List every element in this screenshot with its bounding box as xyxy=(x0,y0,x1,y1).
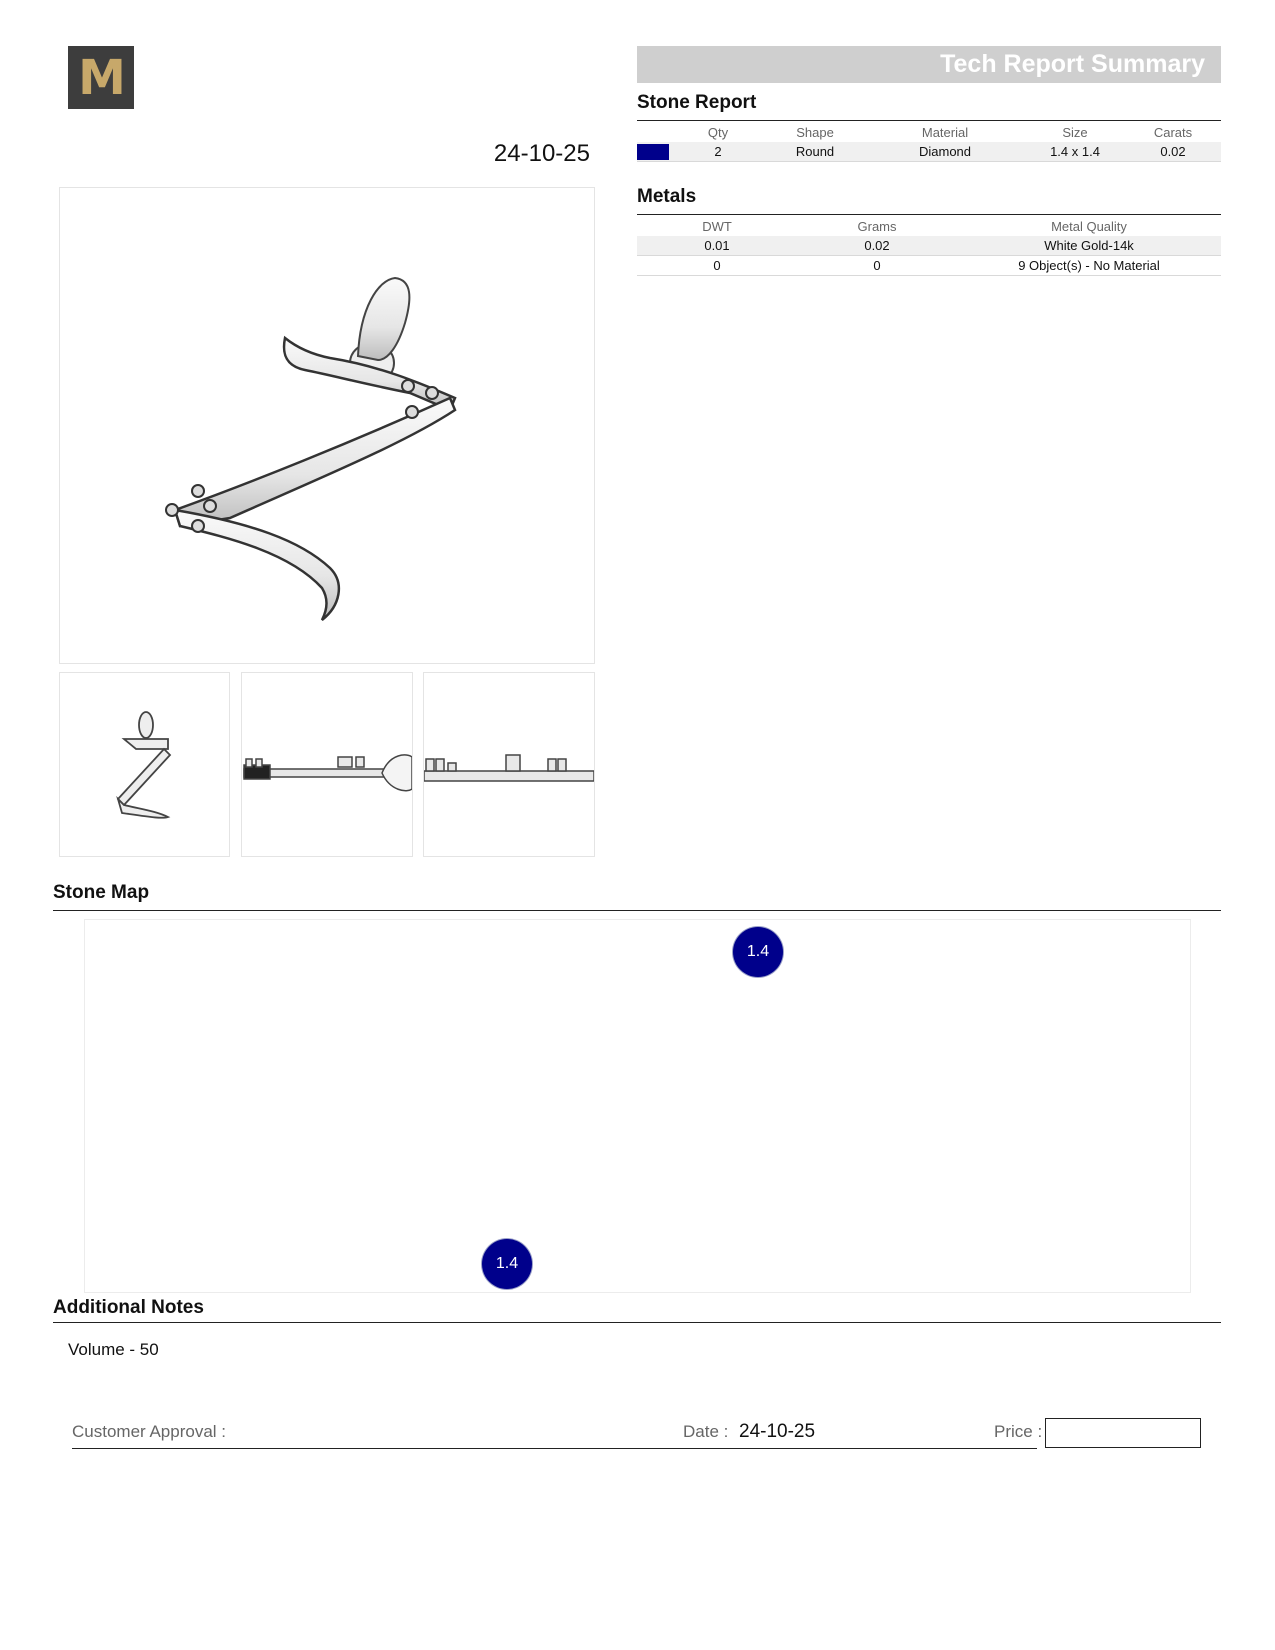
stone-marker: 1.4 xyxy=(482,1239,532,1289)
date-label: Date : xyxy=(683,1422,729,1441)
additional-notes-heading: Additional Notes xyxy=(53,1297,204,1318)
main-render-image xyxy=(59,187,595,664)
pendant-render xyxy=(60,188,594,663)
table-row: 0.01 0.02 White Gold-14k xyxy=(637,236,1221,256)
stone-color-swatch xyxy=(637,144,669,160)
price-label: Price : xyxy=(994,1422,1043,1441)
report-date: 24-10-25 xyxy=(493,140,590,167)
col-size: Size xyxy=(1062,124,1088,140)
notes-rule xyxy=(53,1322,1221,1323)
stone-marker: 1.4 xyxy=(733,927,783,977)
col-grams: Grams xyxy=(857,218,897,234)
metals-rule xyxy=(637,214,1221,215)
stone-report-rule xyxy=(637,120,1221,121)
stone-shape: Round xyxy=(765,142,865,162)
metals-table xyxy=(637,216,1221,276)
table-row: 0 0 9 Object(s) - No Material xyxy=(637,256,1221,276)
table-row xyxy=(637,142,1221,162)
metals-header-row xyxy=(637,216,1221,236)
stone-report-header-row xyxy=(637,122,1221,142)
logo-letter: M xyxy=(78,49,124,106)
top-view-thumbnail xyxy=(423,672,595,857)
col-shape: Shape xyxy=(796,124,834,140)
stone-report-heading: Stone Report xyxy=(637,92,757,113)
date-value: 24-10-25 xyxy=(739,1421,816,1442)
stone-qty: 2 xyxy=(671,142,765,162)
stone-map-heading: Stone Map xyxy=(53,882,150,903)
stone-map-canvas xyxy=(84,919,1191,1293)
metals-heading: Metals xyxy=(637,186,697,207)
col-qty: Qty xyxy=(707,124,729,140)
stone-carats: 0.02 xyxy=(1125,142,1221,162)
col-metal-quality: Metal Quality xyxy=(1051,218,1127,234)
stone-map-rule xyxy=(53,910,1221,911)
col-dwt: DWT xyxy=(702,218,732,234)
customer-approval-label: Customer Approval : xyxy=(72,1422,227,1441)
stone-material: Diamond xyxy=(865,142,1025,162)
col-carats: Carats xyxy=(1153,124,1193,140)
price-input-box[interactable] xyxy=(1045,1418,1201,1448)
front-view-thumbnail xyxy=(59,672,230,857)
notes-text: Volume - 50 xyxy=(68,1340,159,1359)
stone-report-table xyxy=(637,122,1221,162)
company-logo xyxy=(68,46,134,109)
side-view-thumbnail xyxy=(241,672,413,857)
stone-size: 1.4 x 1.4 xyxy=(1025,142,1125,162)
title-bar xyxy=(637,46,1221,83)
report-title: Tech Report Summary xyxy=(940,50,1205,78)
col-material: Material xyxy=(921,124,969,140)
approval-line xyxy=(72,1448,1037,1449)
